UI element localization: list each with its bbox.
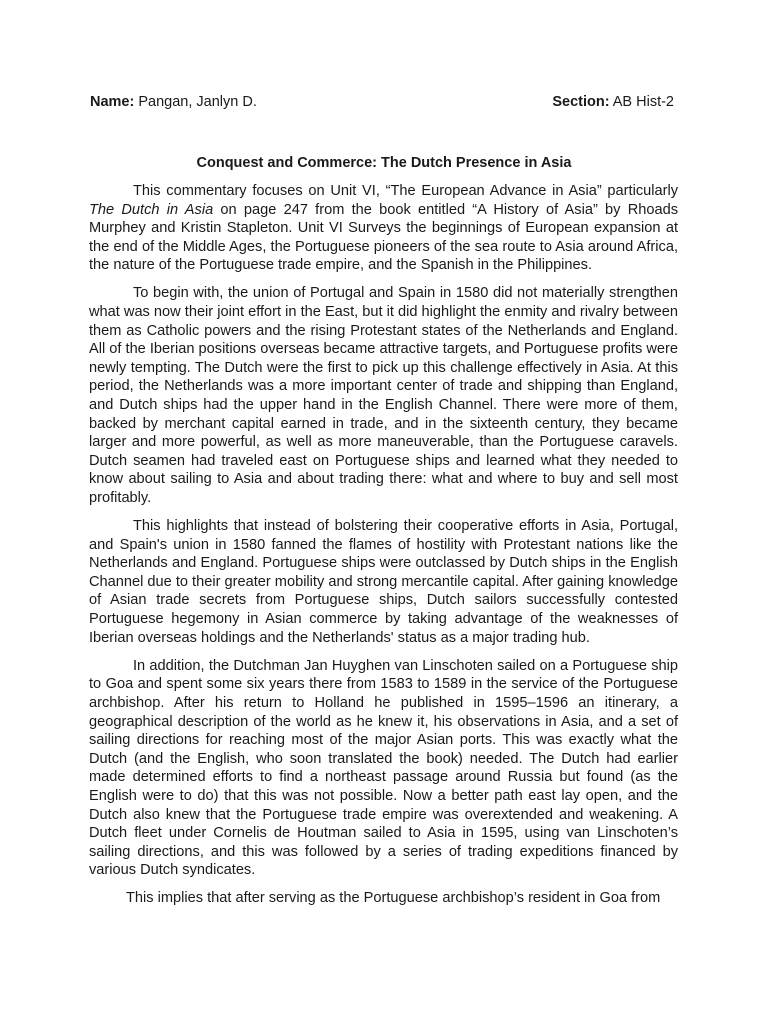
paragraph-1-italic-title: The Dutch in Asia (89, 201, 214, 218)
paragraph-1-text-a: This commentary focuses on Unit VI, “The European Advance in Asia” particularly (133, 183, 678, 199)
paragraph-1-text-b: on page 247 from the book entitled “A History of Asia” by Rhoads Murphey and Kristin Stapleton. Unit VI Surveys the beginnings of European expansion at the end of the Middle Ages, the Portuguese pioneers of the sea route to Asia around Africa, the nature of the Portuguese trade empire, and the Spanish in the Philippines. (89, 201, 678, 274)
paragraph-2: To begin with, the union of Portugal and Spain in 1580 did not materially strengthen what was now their joint effort in the East, but it did highlight the enmity and rivalry between them as Catholic powers and the rising Protestant states of the Netherlands and England. All of the Iberian positions overseas became attractive targets, and Portuguese profits were newly tempting. The Dutch were the first to pick up this challenge effectively in Asia. At this period, the Netherlands was a more important center of trade and shipping than England, and Dutch ships had the upper hand in the English Channel. There were more of them, backed by merchant capital earned in trade, and in the sixteenth century, they became larger and more powerful, as well as more maneuverable, than the Portuguese caravels. Dutch seamen had traveled east on Portuguese ships and learned what they needed to know about sailing to Asia and about trading there: what and where to buy and sell most profitably. (89, 285, 678, 506)
name-value: Pangan, Janlyn D. (134, 94, 257, 110)
name-label: Name: (90, 94, 135, 110)
student-name (90, 93, 257, 111)
paragraph-5: This implies that after serving as the Portuguese archbishop’s resident in Goa from (126, 890, 661, 907)
paragraph-4: In addition, the Dutchman Jan Huyghen van Linschoten sailed on a Portuguese ship to Goa and spent some six years there from 1583 to 1589 in the service of the Portuguese archbishop. After his return to Holland he published in 1595–1596 an itinerary, a geographical description of the world as he knew it, his observations in Asia, and a set of sailing directions for reaching most of the major Asian ports. This was exactly what the Dutch (and the English, who soon translated the book) needed. The Dutch had earlier made determined efforts to find a northeast passage around Russia but found (as the English were to do) that this was not possible. Now a better path east lay open, and the Dutch also knew that the Portuguese trade empire was overextended and weakening. A Dutch fleet under Cornelis de Houtman sailed to Asia in 1595, using van Linschoten’s sailing directions, and this was followed by a series of trading expeditions financed by various Dutch syndicates. (89, 657, 678, 879)
paragraph-1 (89, 182, 678, 275)
section-value: AB Hist-2 (609, 94, 674, 110)
document-body (89, 182, 678, 917)
section-label: Section: (552, 94, 610, 110)
student-section (552, 93, 674, 111)
document-title: Conquest and Commerce: The Dutch Presence in Asia (196, 155, 572, 171)
paragraph-3: This highlights that instead of bolstering their cooperative efforts in Asia, Portugal, and Spain's union in 1580 fanned the flames of hostility with Protestant nations like the Netherlands and England. Portuguese ships were outclassed by Dutch ships in the English Channel due to their greater mobility and strong mercantile capital. After gaining knowledge of Asian trade secrets from Portuguese ships, Dutch sailors successfully contested Portuguese hegemony in Asian commerce by taking advantage of the weaknesses of Iberian overseas holdings and the Netherlands' status as a major trading hub. (89, 518, 678, 646)
